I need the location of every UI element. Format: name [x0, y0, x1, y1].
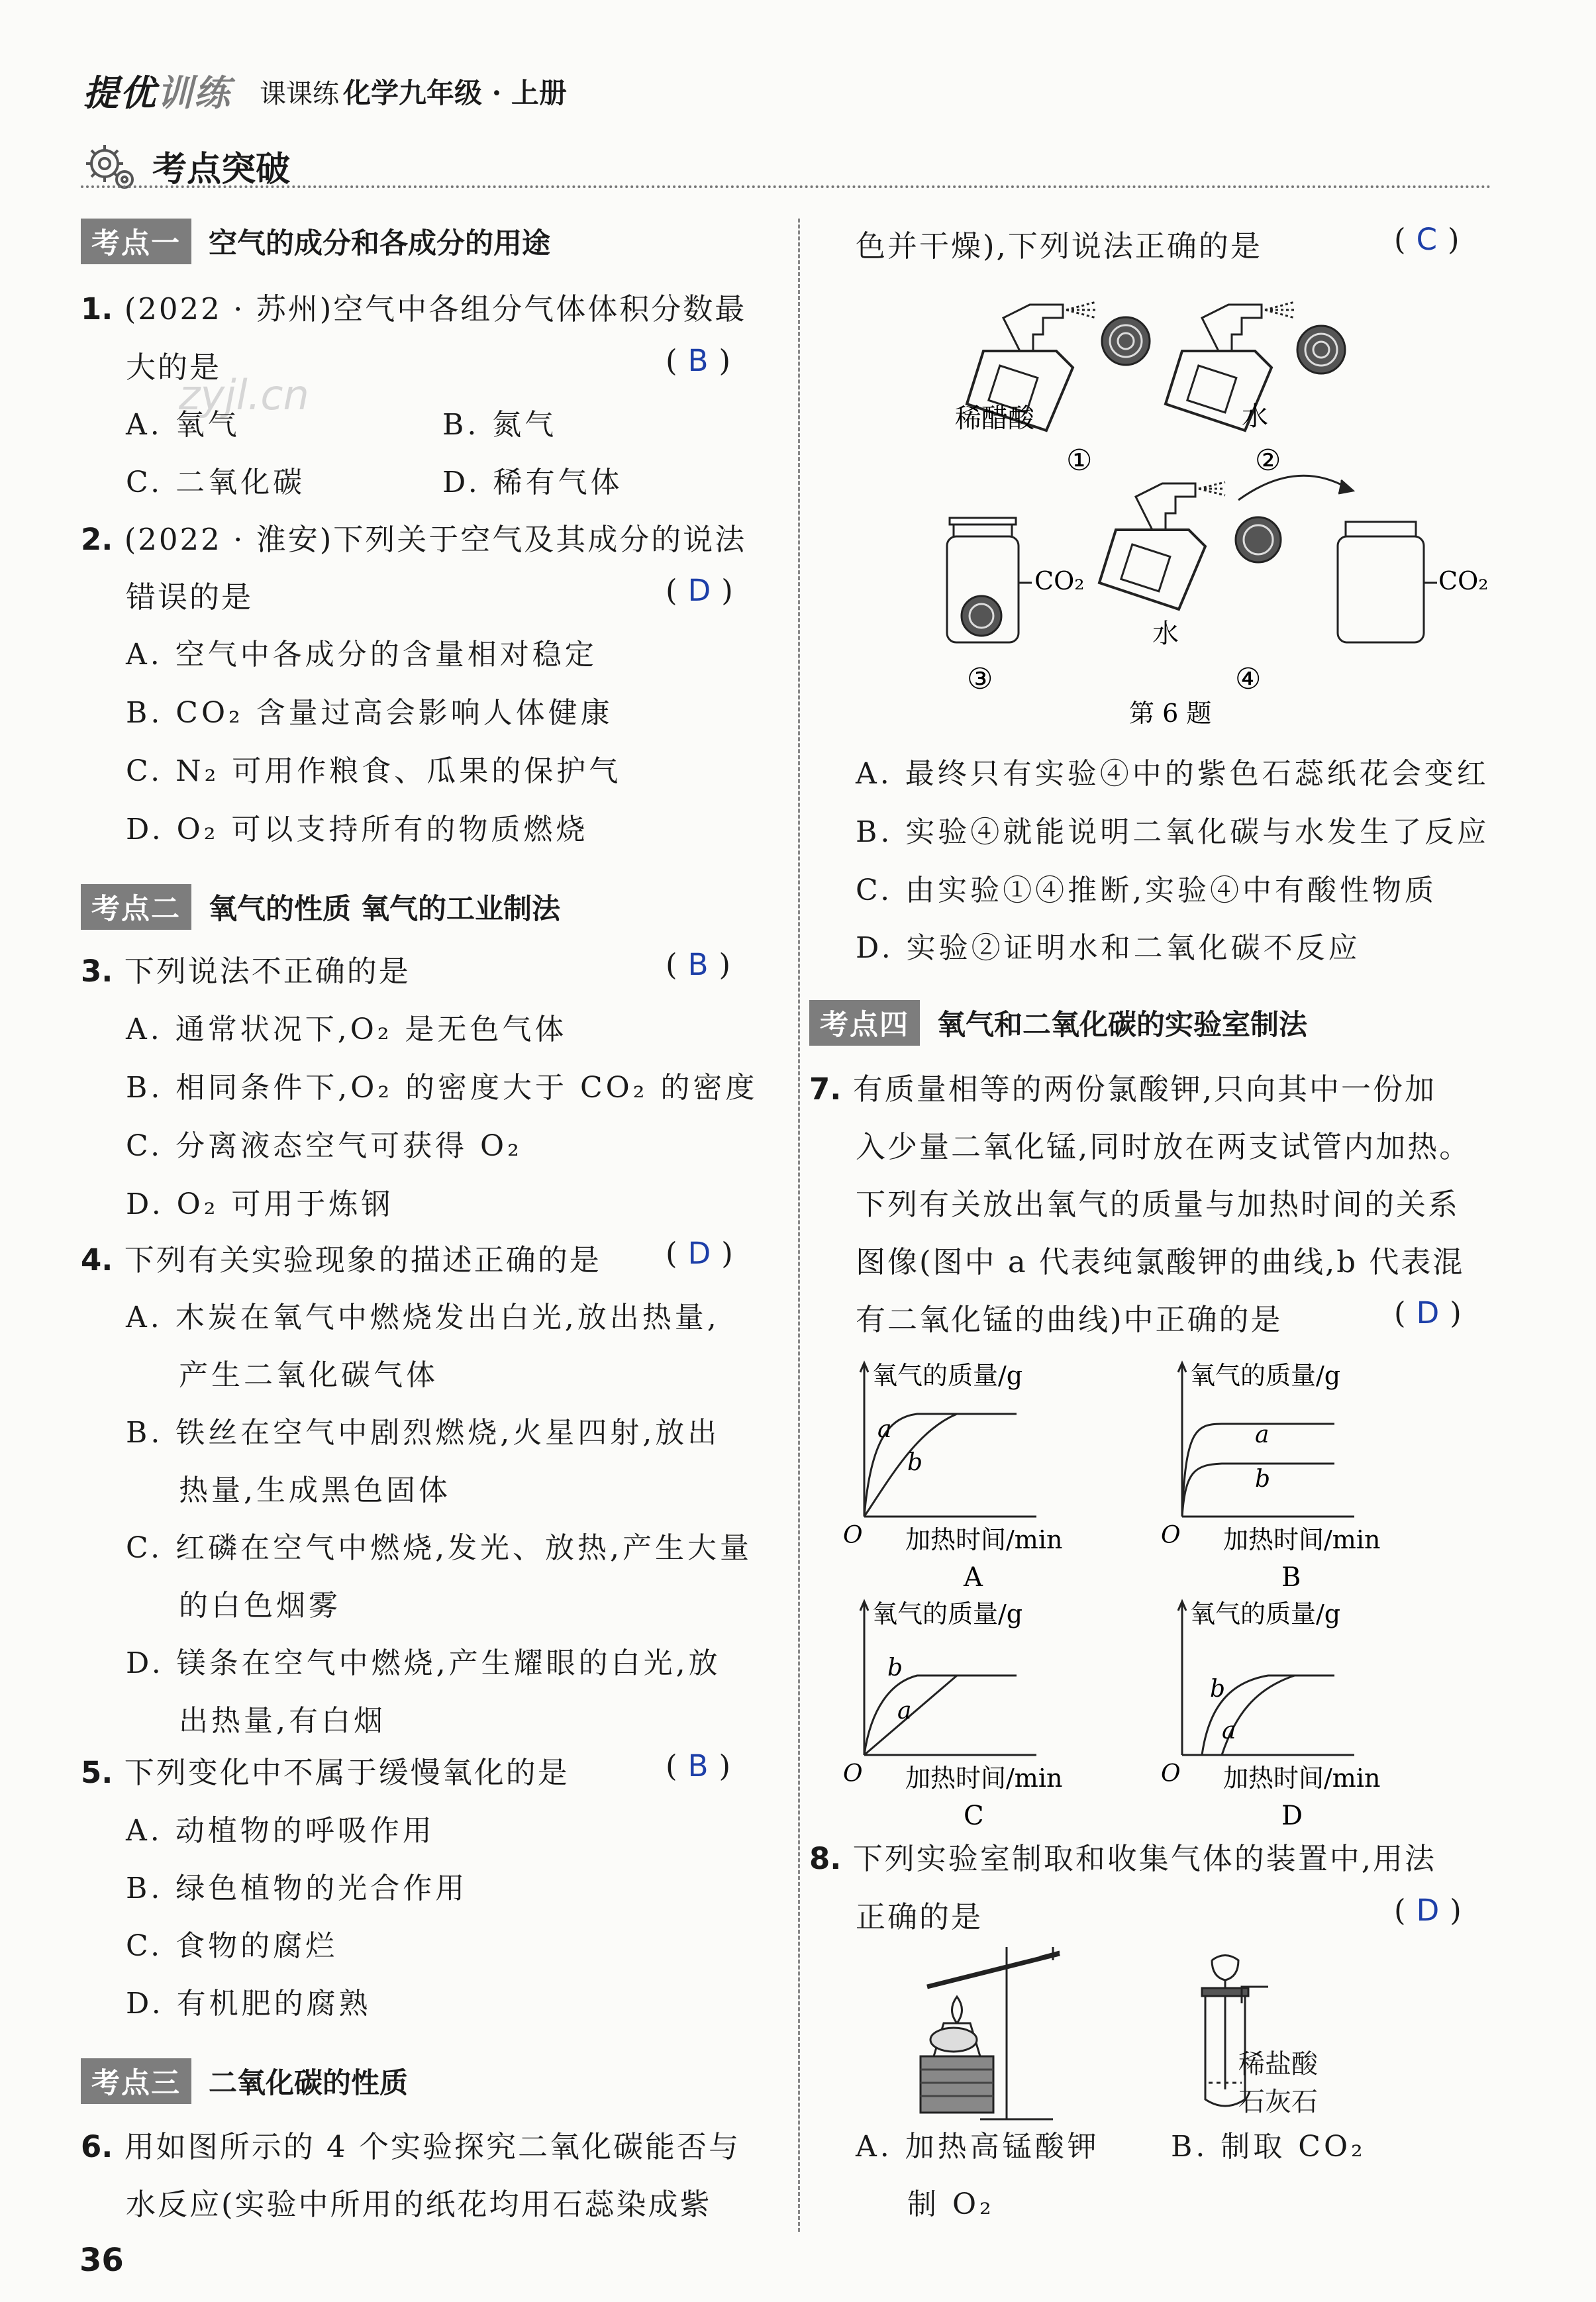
section-divider: [81, 185, 1491, 188]
q5-option-a: A. 动植物的呼吸作用: [126, 1814, 435, 1848]
q7-line1: 7. 有质量相等的两份氯酸钾,只向其中一份加: [809, 1072, 1437, 1107]
q8-apparatus-a: [901, 1940, 1166, 2126]
curve-label-a: a: [1222, 1717, 1236, 1744]
fig-num-3: ③: [967, 662, 993, 696]
q2-line2: 错误的是: [126, 579, 254, 615]
co2-jar-3-icon: [947, 518, 1032, 642]
q7-line5: 有二氧化锰的曲线)中正确的是: [856, 1302, 1283, 1337]
q8-label-limestone: 石灰石: [1238, 2087, 1318, 2117]
q4-option-a-cont: 产生二氧化碳气体: [179, 1358, 438, 1392]
graph-title: B: [1281, 1562, 1301, 1593]
watermark: zyjl.cn: [179, 371, 309, 419]
q4-option-b-cont: 热量,生成黑色固体: [179, 1474, 451, 1507]
brand-logo: 提优训练: [83, 72, 231, 114]
origin-label: O: [1161, 1522, 1181, 1549]
y-axis: [860, 1601, 868, 1755]
origin-label: O: [843, 1760, 863, 1787]
graph-a: [843, 1361, 1062, 1593]
curve-label-a: a: [897, 1697, 912, 1725]
q2-option-b: B. CO₂ 含量过高会影响人体健康: [126, 696, 613, 730]
q4-option-d-cont: 出热量,有白烟: [179, 1704, 386, 1738]
x-axis-label: 加热时间/min: [905, 1764, 1063, 1793]
q6-answer: ( C ): [1394, 222, 1460, 257]
q4-option-a: A. 木炭在氧气中燃烧发出白光,放出热量,: [126, 1301, 720, 1334]
fig-label-co2-4: CO₂: [1438, 566, 1489, 595]
q7-graphs: [841, 1344, 1477, 1831]
curve-label-b: b: [887, 1654, 903, 1681]
q8-option-a: A. 加热高锰酸钾: [856, 2130, 1100, 2164]
q1-option-a: A. 氧气: [126, 408, 240, 442]
kp3-heading: 考点三 二氧化碳的性质: [81, 2058, 408, 2104]
q2-option-a: A. 空气中各成分的含量相对稳定: [126, 638, 597, 672]
fig-caption: 第 6 题: [1129, 699, 1212, 728]
origin-label: O: [843, 1522, 863, 1549]
kp1-heading: 考点一 空气的成分和各成分的用途: [81, 219, 550, 264]
kp4-heading: 考点四 氧气和二氧化碳的实验室制法: [809, 1000, 1307, 1046]
q3-line1: 3. 下列说法不正确的是: [81, 954, 411, 989]
q1-answer: ( B ): [666, 343, 730, 378]
q4-option-d: D. 镁条在空气中燃烧,产生耀眼的白光,放: [126, 1646, 721, 1680]
q8-option-a-cont: 制 O₂: [907, 2187, 995, 2221]
q6-line1: 6. 用如图所示的 4 个实验探究二氧化碳能否与: [81, 2129, 740, 2164]
fig-label-co2-3: CO₂: [1034, 566, 1085, 595]
q7-line3: 下列有关放出氧气的质量与加热时间的关系: [856, 1187, 1460, 1222]
wood-block: [921, 2056, 993, 2113]
q1-line2: 大的是: [126, 350, 222, 385]
q4-option-c: C. 红磷在空气中燃烧,发光、放热,产生大量: [126, 1531, 753, 1565]
q8-line1: 8. 下列实验室制取和收集气体的装置中,用法: [809, 1841, 1437, 1876]
y-axis-label: 氧气的质量/g: [872, 1599, 1023, 1628]
q3-answer: ( B ): [666, 947, 730, 982]
graph-title: D: [1281, 1801, 1303, 1831]
q5-line1: 5. 下列变化中不属于缓慢氧化的是: [81, 1755, 570, 1790]
q4-option-b: B. 铁丝在空气中剧烈燃烧,火星四射,放出: [126, 1416, 721, 1450]
q8-answer: ( D ): [1394, 1893, 1462, 1928]
q5-option-c: C. 食物的腐烂: [126, 1929, 338, 1963]
q2-option-c: C. N₂ 可用作粮食、瓜果的保护气: [126, 754, 622, 788]
q6-line2: 水反应(实验中所用的纸花均用石蕊染成紫: [126, 2187, 712, 2222]
section-title: 考点突破: [152, 149, 291, 189]
graph-c: [843, 1599, 1062, 1831]
fig-label-water-4: 水: [1152, 619, 1179, 649]
x-axis-label: 加热时间/min: [1223, 1525, 1381, 1554]
q1-line1: 1. (2022 · 苏州)空气中各组分气体体积分数最: [81, 291, 747, 326]
series-name: 课课练: [260, 79, 339, 109]
q2-line1: 2. (2022 · 淮安)下列关于空气及其成分的说法: [81, 522, 747, 557]
graph-title: A: [964, 1562, 983, 1593]
q7-answer: ( D ): [1394, 1295, 1462, 1330]
spray-bottle-4-icon: [1099, 482, 1225, 609]
q1-option-b: B. 氮气: [442, 408, 558, 442]
fig-num-1: ①: [1066, 444, 1093, 477]
q3-option-b: B. 相同条件下,O₂ 的密度大于 CO₂ 的密度: [126, 1071, 758, 1105]
q6-option-b: B. 实验④就能说明二氧化碳与水发生了反应: [856, 815, 1490, 849]
q2-answer: ( D ): [666, 573, 733, 608]
q5-answer: ( B ): [666, 1748, 730, 1783]
q4-answer: ( D ): [666, 1236, 733, 1271]
paper-flower-4-icon: [1236, 517, 1281, 562]
paper-flower-2-icon: [1297, 326, 1345, 374]
q2-option-d: D. O₂ 可以支持所有的物质燃烧: [126, 813, 589, 846]
paper-flower-1-icon: [1102, 317, 1150, 365]
curve-b: [864, 1676, 1017, 1755]
x-axis-label: 加热时间/min: [905, 1525, 1063, 1554]
q8-option-b: B. 制取 CO₂: [1171, 2130, 1366, 2164]
q4-line1: 4. 下列有关实验现象的描述正确的是: [81, 1242, 601, 1277]
fig-num-2: ②: [1255, 444, 1281, 477]
page-number: 36: [79, 2242, 124, 2279]
kp2-heading: 考点二 氧气的性质 氧气的工业制法: [81, 884, 560, 930]
q5-option-d: D. 有机肥的腐熟: [126, 1987, 372, 2021]
curve-label-b: b: [907, 1449, 923, 1476]
spray-bottle-2-icon: [1166, 302, 1295, 430]
funnel-icon: [1212, 1956, 1238, 1981]
q3-option-a: A. 通常状况下,O₂ 是无色气体: [126, 1013, 568, 1046]
q8-label-acid: 稀盐酸: [1238, 2049, 1318, 2079]
q8-line2: 正确的是: [856, 1899, 983, 1934]
fig-label-dilute-acetic-acid: 稀醋酸: [955, 403, 1034, 434]
q3-option-c: C. 分离液态空气可获得 O₂: [126, 1129, 523, 1163]
fig-num-4: ④: [1235, 662, 1262, 696]
x-axis-label: 加热时间/min: [1223, 1764, 1381, 1793]
q7-line2: 入少量二氧化锰,同时放在两支试管内加热。: [856, 1129, 1471, 1164]
origin-label: O: [1161, 1760, 1181, 1787]
book-title: 化学九年级 · 上册: [343, 77, 567, 109]
q5-option-b: B. 绿色植物的光合作用: [126, 1872, 468, 1905]
y-axis: [1178, 1601, 1186, 1755]
graph-d: [1161, 1599, 1380, 1831]
q6-option-c: C. 由实验①④推断,实验④中有酸性物质: [856, 874, 1438, 907]
q6-line3: 色并干燥),下列说法正确的是: [856, 228, 1262, 264]
curve-label-b: b: [1255, 1466, 1271, 1493]
co2-jar-4-icon: [1338, 522, 1437, 642]
curve-label-a: a: [1255, 1421, 1270, 1448]
column-divider: [798, 219, 800, 2232]
graph-title: C: [964, 1801, 984, 1831]
q6-option-a: A. 最终只有实验④中的紫色石蕊纸花会变红: [856, 757, 1489, 791]
y-axis-label: 氧气的质量/g: [1190, 1361, 1341, 1390]
fig-label-water-2: 水: [1242, 401, 1268, 432]
graph-b: [1161, 1361, 1380, 1593]
q6-option-d: D. 实验②证明水和二氧化碳不反应: [856, 931, 1361, 965]
q6-figure: [927, 278, 1489, 728]
q1-option-d: D. 稀有气体: [442, 466, 623, 499]
y-axis-label: 氧气的质量/g: [872, 1361, 1023, 1390]
flame-icon: [952, 1997, 962, 2023]
q7-line4: 图像(图中 a 代表纯氯酸钾的曲线,b 代表混: [856, 1244, 1465, 1279]
transfer-arrow: [1238, 475, 1351, 500]
curve-label-a: a: [877, 1416, 892, 1443]
q3-option-d: D. O₂ 可用于炼钢: [126, 1187, 394, 1221]
q4-option-c-cont: 的白色烟雾: [179, 1589, 341, 1623]
y-axis-label: 氧气的质量/g: [1190, 1599, 1341, 1628]
q1-option-c: C. 二氧化碳: [126, 466, 306, 499]
curve-label-b: b: [1210, 1676, 1226, 1703]
